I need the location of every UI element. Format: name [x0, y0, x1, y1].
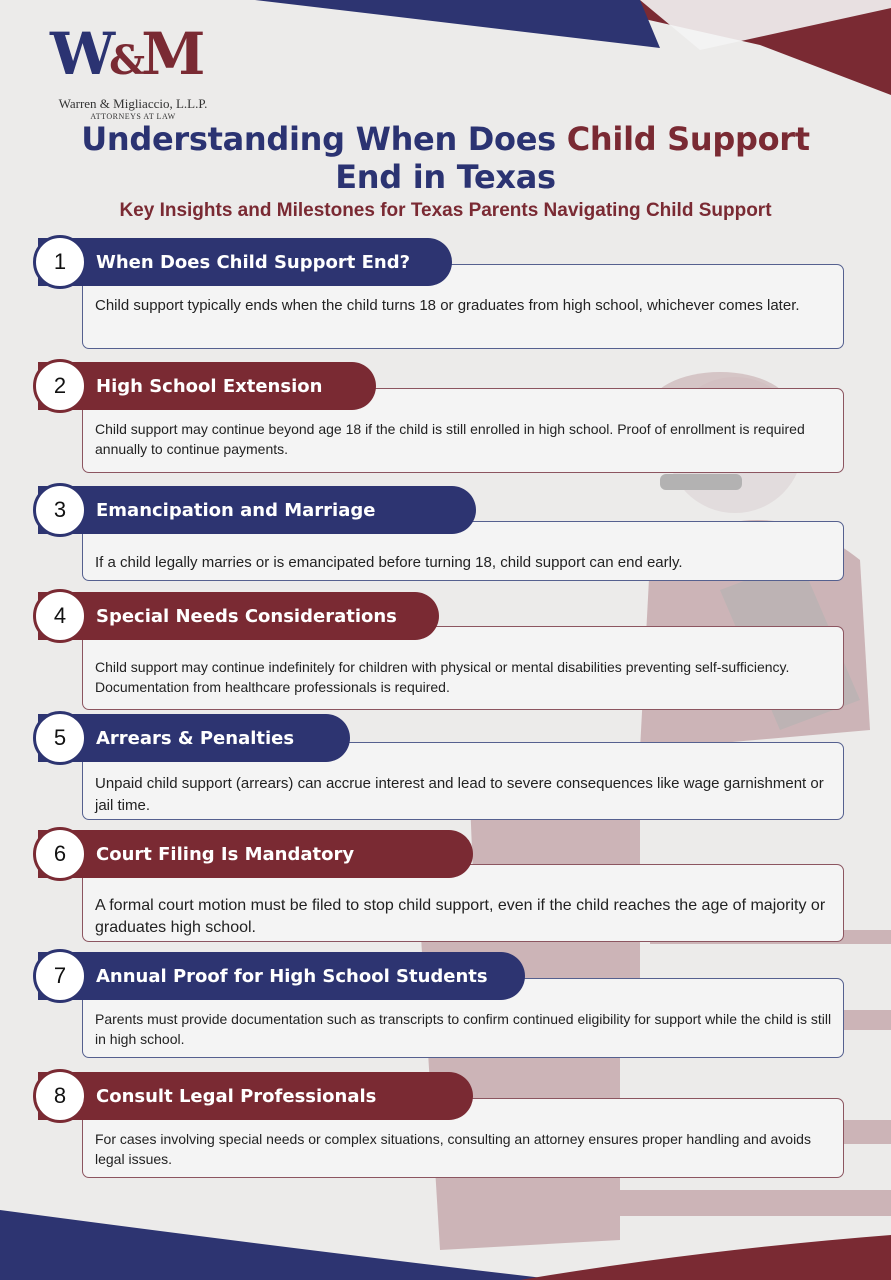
milestone-text: Child support may continue indefinitely for children with physical or mental disabilities preventing self-sufficiency. Documentation from healthcare professionals is required.: [95, 659, 790, 695]
milestone-text: If a child legally marries or is emancipated before turning 18, child support can end early.: [95, 554, 683, 571]
milestone-number-badge: 2: [33, 359, 87, 413]
milestone-heading-bar: [38, 486, 476, 534]
milestone-heading-bar: [38, 362, 376, 410]
milestone-heading: When Does Child Support End?: [96, 251, 411, 273]
milestone-heading: Emancipation and Marriage: [96, 499, 376, 521]
title-part-2: End in Texas: [335, 158, 556, 196]
page-title: [20, 120, 871, 196]
milestone-heading: Special Needs Considerations: [96, 605, 397, 627]
milestone-number-badge: 7: [33, 949, 87, 1003]
page-subtitle: Key Insights and Milestones for Texas Parents Navigating Child Support: [119, 200, 772, 221]
firm-tagline: ATTORNEYS AT LAW: [90, 112, 176, 121]
milestone-text: Unpaid child support (arrears) can accrue interest and lead to severe consequences like wage garnishment or jail time.: [95, 775, 824, 814]
title-accent: Child Support: [566, 120, 810, 158]
milestone-heading: Consult Legal Professionals: [96, 1085, 377, 1107]
milestone-heading-bar: [38, 238, 452, 286]
milestone-text: Parents must provide documentation such as transcripts to confirm continued eligibility for support while the child is still in high school.: [95, 1011, 832, 1047]
milestone-number-badge: 4: [33, 589, 87, 643]
firm-name: Warren & Migliaccio, L.L.P.: [58, 96, 208, 111]
top-blue-stripe: [255, 0, 660, 48]
milestone-number-badge: 6: [33, 827, 87, 881]
milestone-number-badge: 1: [33, 235, 87, 289]
milestone-heading: Annual Proof for High School Students: [96, 965, 488, 987]
milestone-text: Child support typically ends when the child turns 18 or graduates from high school, whichever comes later.: [95, 297, 800, 314]
milestone-text: For cases involving special needs or complex situations, consulting an attorney ensures proper handling and avoids legal issues.: [95, 1131, 811, 1167]
milestone-text: Child support may continue beyond age 18 if the child is still enrolled in high school. Proof of enrollment is required annually to continue payments.: [95, 421, 805, 457]
milestone-number-badge: 8: [33, 1069, 87, 1123]
milestone-heading-bar: [38, 830, 473, 878]
milestone-heading: High School Extension: [96, 375, 323, 397]
milestone-number-badge: 3: [33, 483, 87, 537]
milestone-text: A formal court motion must be filed to stop child support, even if the child reaches the age of majority or graduates high school.: [95, 897, 826, 936]
milestone-heading-bar: [38, 1072, 473, 1120]
milestone-heading: Court Filing Is Mandatory: [96, 843, 355, 865]
milestone-heading-bar: [38, 592, 439, 640]
logo-monogram: W&M: [50, 20, 200, 88]
milestone-heading-bar: [38, 952, 525, 1000]
firm-logo[interactable]: [38, 18, 228, 128]
milestone-number-badge: 5: [33, 711, 87, 765]
milestone-heading: Arrears & Penalties: [96, 727, 295, 749]
title-part-1: Understanding When Does: [81, 120, 567, 158]
